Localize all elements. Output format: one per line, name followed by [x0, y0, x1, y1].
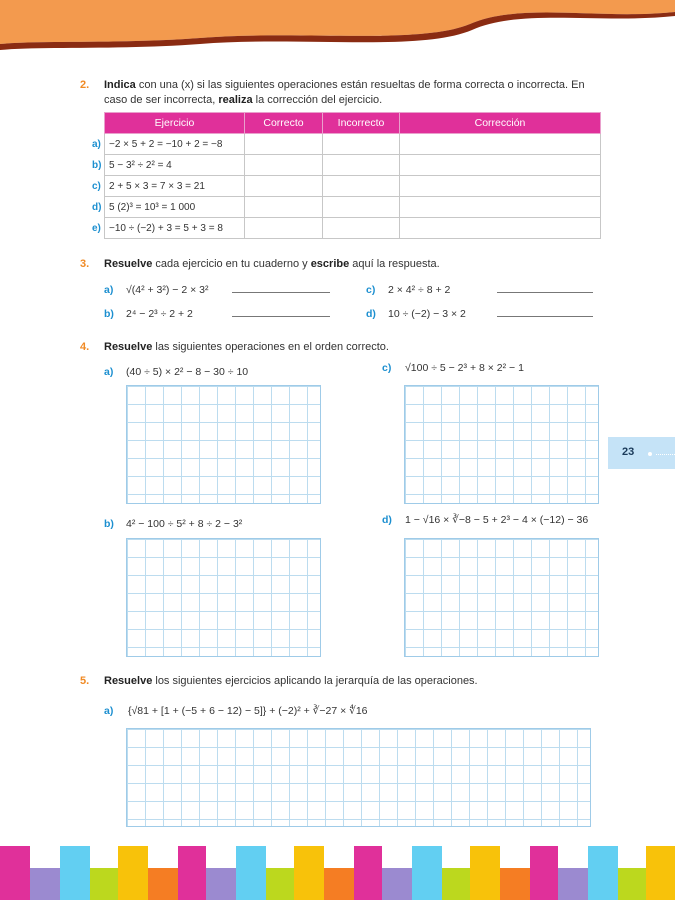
work-grid-d[interactable] — [404, 538, 599, 657]
work-grid-b[interactable] — [126, 538, 321, 657]
correction-cell[interactable] — [400, 155, 601, 176]
expression: (40 ÷ 5) × 2² − 8 − 30 ÷ 10 — [126, 366, 249, 378]
correction-cell[interactable] — [400, 176, 601, 197]
exercise-cell: 5 − 3² ÷ 2² = 4 — [105, 155, 245, 176]
header-ejercicio: Ejercicio — [105, 113, 245, 134]
exercise-cell: −2 × 5 + 2 = −10 + 2 = −8 — [105, 134, 245, 155]
answer-line[interactable] — [232, 316, 330, 317]
item-label: c) — [366, 284, 376, 296]
question-5-number: 5. — [80, 675, 90, 687]
answer-line[interactable] — [497, 316, 593, 317]
expression: 10 ÷ (−2) − 3 × 2 — [388, 308, 466, 320]
question-4-instructions: Resuelve las siguientes operaciones en el orden correcto. — [104, 341, 389, 353]
header-incorrecto: Incorrecto — [323, 113, 400, 134]
expression: 2 × 4² ÷ 8 + 2 — [388, 284, 451, 296]
correction-cell[interactable] — [400, 197, 601, 218]
row-label: a) — [92, 139, 101, 150]
work-grid-c[interactable] — [404, 385, 599, 504]
question-3-instructions: Resuelve cada ejercicio en tu cuaderno y escribe aquí la respuesta. — [104, 258, 440, 270]
expression: 1 − √16 × ∛−8 − 5 + 2³ − 4 × (−12) − 36 — [405, 514, 589, 526]
table-row — [105, 155, 601, 176]
incorrect-checkbox-cell[interactable] — [323, 134, 400, 155]
correct-checkbox-cell[interactable] — [245, 218, 323, 239]
tab-dot — [648, 452, 652, 456]
exercise-cell: 5 (2)³ = 10³ = 1 000 — [105, 197, 245, 218]
page-number-tab — [608, 437, 675, 469]
expression: 4² − 100 ÷ 5² + 8 ÷ 2 − 3² — [126, 518, 243, 530]
table-header-row — [105, 113, 601, 134]
exercise-table — [104, 112, 601, 239]
question-2-number: 2. — [80, 79, 90, 91]
question-4-number: 4. — [80, 341, 90, 353]
table-row — [105, 197, 601, 218]
expression: {√81 + [1 + (−5 + 6 − 12) − 5]} + (−2)² + ∛−27 × ∜16 — [128, 705, 368, 717]
item-label: c) — [382, 362, 392, 374]
incorrect-checkbox-cell[interactable] — [323, 176, 400, 197]
row-label: e) — [92, 223, 101, 234]
table-row — [105, 134, 601, 155]
correct-checkbox-cell[interactable] — [245, 176, 323, 197]
header-correcto: Correcto — [245, 113, 323, 134]
item-label: d) — [366, 308, 376, 320]
question-2-instructions: Indica con una (x) si las siguientes operaciones están resueltas de forma correcta o incorrecta. En caso de ser incorrecta, realiza la corrección del ejercicio. — [104, 79, 585, 106]
item-label: b) — [104, 308, 114, 320]
correct-checkbox-cell[interactable] — [245, 197, 323, 218]
table-row — [105, 218, 601, 239]
item-label: d) — [382, 514, 392, 526]
work-grid-a[interactable] — [126, 385, 321, 504]
correct-checkbox-cell[interactable] — [245, 134, 323, 155]
expression: 2⁴ − 2³ ÷ 2 + 2 — [126, 308, 193, 320]
incorrect-checkbox-cell[interactable] — [323, 218, 400, 239]
work-grid-5a[interactable] — [126, 728, 591, 827]
bottom-color-strip — [0, 846, 675, 900]
correct-checkbox-cell[interactable] — [245, 155, 323, 176]
row-label: c) — [92, 181, 101, 192]
row-label: d) — [92, 202, 102, 213]
header-correccion: Corrección — [400, 113, 601, 134]
correction-cell[interactable] — [400, 134, 601, 155]
question-5-instructions: Resuelve los siguientes ejercicios aplicando la jerarquía de las operaciones. — [104, 675, 478, 687]
table-row — [105, 176, 601, 197]
answer-line[interactable] — [497, 292, 593, 293]
row-label: b) — [92, 160, 102, 171]
exercise-cell: −10 ÷ (−2) + 3 = 5 + 3 = 8 — [105, 218, 245, 239]
top-decorative-band — [0, 0, 675, 56]
answer-line[interactable] — [232, 292, 330, 293]
expression: √100 ÷ 5 − 2³ + 8 × 2² − 1 — [405, 362, 524, 374]
item-label: b) — [104, 518, 114, 530]
tab-dotted-line — [656, 454, 675, 455]
exercise-cell: 2 + 5 × 3 = 7 × 3 = 21 — [105, 176, 245, 197]
incorrect-checkbox-cell[interactable] — [323, 197, 400, 218]
item-label: a) — [104, 705, 114, 717]
correction-cell[interactable] — [400, 218, 601, 239]
expression: √(4² + 3²) − 2 × 3² — [126, 284, 209, 296]
page-number: 23 — [622, 446, 635, 458]
question-3-number: 3. — [80, 258, 90, 270]
item-label: a) — [104, 284, 114, 296]
item-label: a) — [104, 366, 114, 378]
incorrect-checkbox-cell[interactable] — [323, 155, 400, 176]
